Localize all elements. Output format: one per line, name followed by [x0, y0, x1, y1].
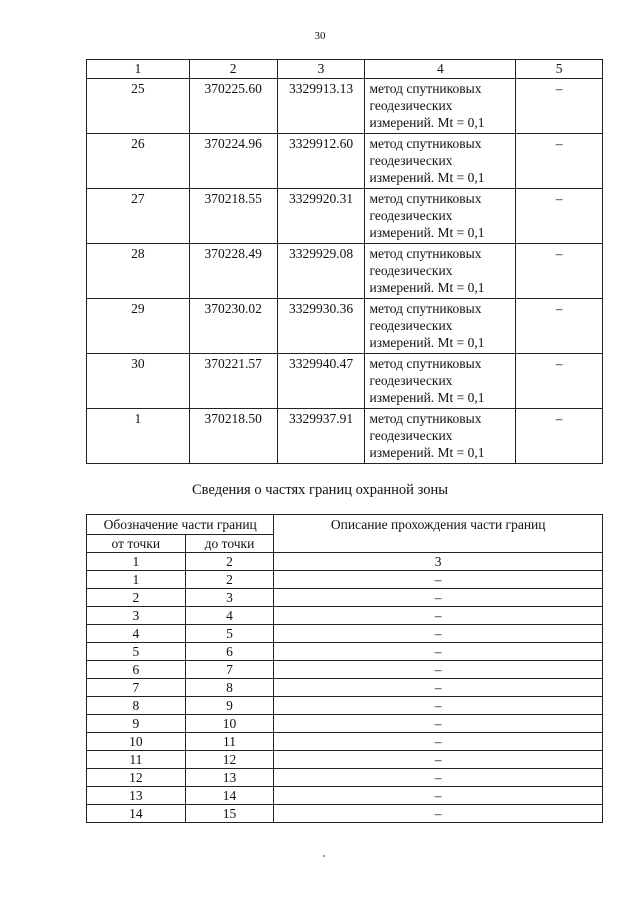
coordinates-row: [87, 409, 603, 464]
method-line: измерений. Mt = 0,1: [369, 170, 485, 185]
to-point: 15: [185, 805, 274, 823]
coordinates-header-row: [87, 60, 603, 79]
point-number: 26: [87, 134, 190, 189]
point-number: 29: [87, 299, 190, 354]
boundary-parts-table: [86, 514, 603, 823]
part-description: –: [274, 787, 603, 805]
boundary-part-row: [87, 589, 603, 607]
part-description: –: [274, 733, 603, 751]
column-header: 2: [189, 60, 277, 79]
section-title: Сведения о частях границ охранной зоны: [192, 482, 448, 498]
coordinate-x: 370218.50: [189, 409, 277, 464]
note: –: [516, 189, 603, 244]
note: –: [516, 79, 603, 134]
part-description: –: [274, 643, 603, 661]
coordinates-row: [87, 189, 603, 244]
from-point: 3: [87, 607, 186, 625]
method-line: геодезических: [369, 428, 453, 443]
note: –: [516, 409, 603, 464]
method-line: метод спутниковых: [369, 411, 482, 426]
column-header: 5: [516, 60, 603, 79]
column-header: 1: [87, 60, 190, 79]
boundary-part-row: [87, 751, 603, 769]
header-description: Описание прохождения части границ: [274, 515, 603, 553]
from-point: 10: [87, 733, 186, 751]
method-line: геодезических: [369, 373, 453, 388]
from-point: 14: [87, 805, 186, 823]
method-line: геодезических: [369, 208, 453, 223]
coordinates-row: [87, 299, 603, 354]
note: –: [516, 354, 603, 409]
from-point: 6: [87, 661, 186, 679]
coordinates-row: [87, 134, 603, 189]
boundary-part-row: [87, 787, 603, 805]
coordinate-x: 370224.96: [189, 134, 277, 189]
boundary-part-row: [87, 769, 603, 787]
method-line: геодезических: [369, 98, 453, 113]
coordinates-row: [87, 354, 603, 409]
header-from-point: от точки: [87, 535, 186, 553]
to-point: 2: [185, 571, 274, 589]
method-line: измерений. Mt = 0,1: [369, 280, 485, 295]
parts-numbering-row: [87, 553, 603, 571]
coordinate-x: 370221.57: [189, 354, 277, 409]
coordinate-x: 370230.02: [189, 299, 277, 354]
coordinate-x: 370218.55: [189, 189, 277, 244]
column-header: 4: [365, 60, 516, 79]
note: –: [516, 299, 603, 354]
note: –: [516, 134, 603, 189]
column-number: 3: [274, 553, 603, 571]
method-line: измерений. Mt = 0,1: [369, 445, 485, 460]
coordinate-y: 3329929.08: [277, 244, 365, 299]
point-number: 28: [87, 244, 190, 299]
from-point: 9: [87, 715, 186, 733]
column-number: 1: [87, 553, 186, 571]
method-line: метод спутниковых: [369, 301, 482, 316]
from-point: 12: [87, 769, 186, 787]
parts-header-row: [87, 515, 603, 535]
scan-speck: [323, 855, 325, 857]
part-description: –: [274, 661, 603, 679]
method-line: метод спутниковых: [369, 136, 482, 151]
part-description: –: [274, 625, 603, 643]
coordinate-y: 3329940.47: [277, 354, 365, 409]
to-point: 10: [185, 715, 274, 733]
determination-method: [365, 189, 516, 244]
from-point: 7: [87, 679, 186, 697]
method-line: измерений. Mt = 0,1: [369, 115, 485, 130]
part-description: –: [274, 751, 603, 769]
coordinates-row: [87, 244, 603, 299]
method-line: геодезических: [369, 263, 453, 278]
from-point: 4: [87, 625, 186, 643]
from-point: 8: [87, 697, 186, 715]
method-line: метод спутниковых: [369, 356, 482, 371]
coordinate-y: 3329937.91: [277, 409, 365, 464]
boundary-part-row: [87, 697, 603, 715]
part-description: –: [274, 769, 603, 787]
part-description: –: [274, 697, 603, 715]
point-number: 27: [87, 189, 190, 244]
boundary-part-row: [87, 607, 603, 625]
boundary-part-row: [87, 715, 603, 733]
to-point: 7: [185, 661, 274, 679]
coordinate-y: 3329920.31: [277, 189, 365, 244]
to-point: 12: [185, 751, 274, 769]
method-line: измерений. Mt = 0,1: [369, 390, 485, 405]
coordinates-table: [86, 59, 603, 464]
from-point: 1: [87, 571, 186, 589]
coordinates-row: [87, 79, 603, 134]
point-number: 30: [87, 354, 190, 409]
note: –: [516, 244, 603, 299]
determination-method: [365, 244, 516, 299]
point-number: 1: [87, 409, 190, 464]
from-point: 2: [87, 589, 186, 607]
to-point: 8: [185, 679, 274, 697]
method-line: метод спутниковых: [369, 81, 482, 96]
from-point: 13: [87, 787, 186, 805]
column-number: 2: [185, 553, 274, 571]
coordinate-x: 370228.49: [189, 244, 277, 299]
to-point: 14: [185, 787, 274, 805]
boundary-part-row: [87, 571, 603, 589]
determination-method: [365, 409, 516, 464]
boundary-part-row: [87, 643, 603, 661]
page-number: 30: [314, 30, 326, 42]
part-description: –: [274, 805, 603, 823]
header-to-point: до точки: [185, 535, 274, 553]
coordinate-y: 3329912.60: [277, 134, 365, 189]
from-point: 11: [87, 751, 186, 769]
boundary-part-row: [87, 733, 603, 751]
column-header: 3: [277, 60, 365, 79]
method-line: геодезических: [369, 318, 453, 333]
to-point: 3: [185, 589, 274, 607]
method-line: измерений. Mt = 0,1: [369, 225, 485, 240]
determination-method: [365, 354, 516, 409]
boundary-part-row: [87, 625, 603, 643]
part-description: –: [274, 679, 603, 697]
part-description: –: [274, 607, 603, 625]
header-group-label: Обозначение части границ: [87, 515, 274, 535]
boundary-part-row: [87, 661, 603, 679]
to-point: 5: [185, 625, 274, 643]
determination-method: [365, 299, 516, 354]
boundary-part-row: [87, 805, 603, 823]
determination-method: [365, 79, 516, 134]
to-point: 9: [185, 697, 274, 715]
part-description: –: [274, 571, 603, 589]
part-description: –: [274, 715, 603, 733]
point-number: 25: [87, 79, 190, 134]
boundary-part-row: [87, 679, 603, 697]
to-point: 11: [185, 733, 274, 751]
coordinate-x: 370225.60: [189, 79, 277, 134]
method-line: метод спутниковых: [369, 246, 482, 261]
to-point: 4: [185, 607, 274, 625]
method-line: геодезических: [369, 153, 453, 168]
method-line: измерений. Mt = 0,1: [369, 335, 485, 350]
coordinate-y: 3329930.36: [277, 299, 365, 354]
determination-method: [365, 134, 516, 189]
from-point: 5: [87, 643, 186, 661]
method-line: метод спутниковых: [369, 191, 482, 206]
part-description: –: [274, 589, 603, 607]
coordinate-y: 3329913.13: [277, 79, 365, 134]
to-point: 6: [185, 643, 274, 661]
to-point: 13: [185, 769, 274, 787]
